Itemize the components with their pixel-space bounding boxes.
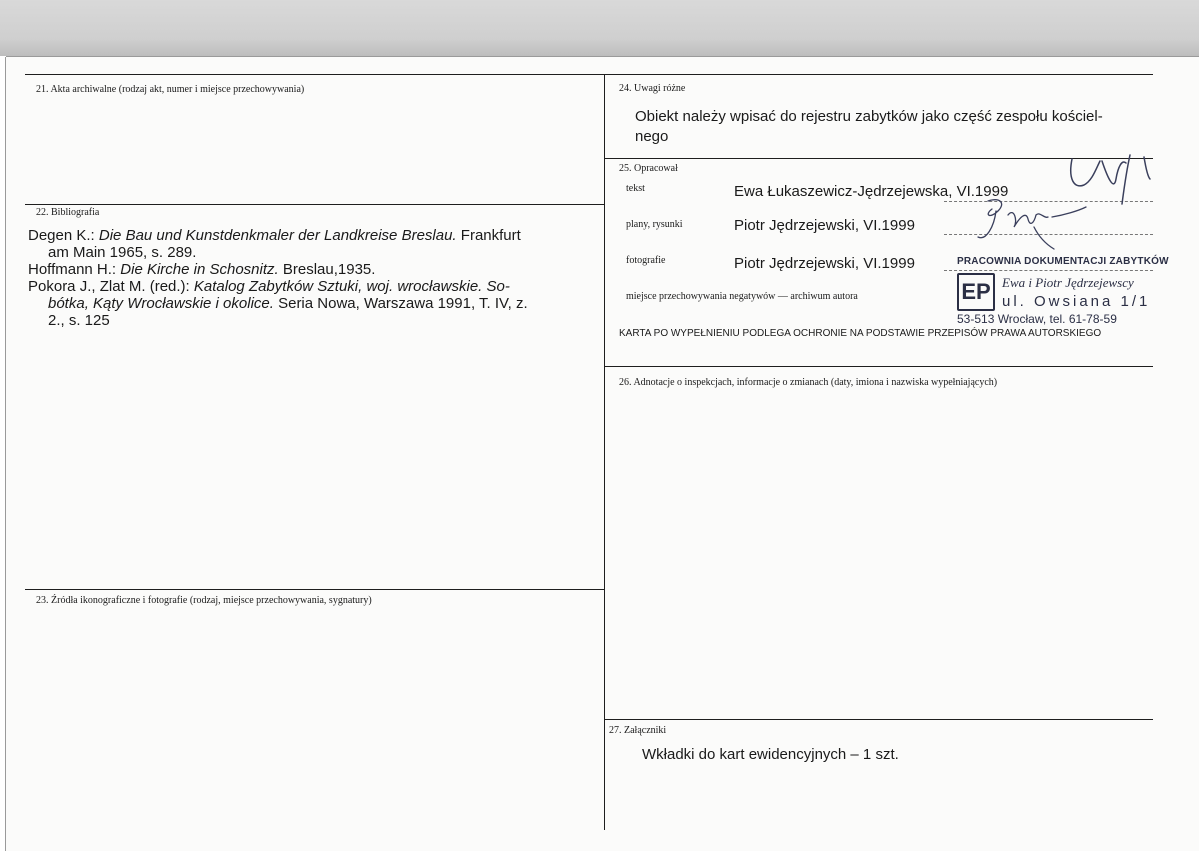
copyright-notice: KARTA PO WYPEŁNIENIU PODLEGA OCHRONIE NA PODSTAWIE PRZEPISÓW PRAWA AUTORSKIEGO xyxy=(619,328,1102,339)
entry-title: Die Bau und Kunstdenkmaler der Landkreise Breslau. xyxy=(98,227,457,244)
bibliography-entry xyxy=(28,227,598,244)
negatives-location: miejsce przechowywania negatywów — archiwum autora xyxy=(626,291,858,302)
section-21-label: 21. Akta archiwalne (rodzaj akt, numer i miejsce przechowywania) xyxy=(36,84,305,95)
bibliography-entry xyxy=(28,278,598,295)
stamp-logo-text: EP xyxy=(961,279,991,304)
bibliography-list xyxy=(28,227,598,329)
section-23-label: 23. Źródła ikonograficzne i fotografie (rodzaj, miejsce przechowywania, sygnatury) xyxy=(36,595,372,606)
remarks-line: nego xyxy=(635,128,669,145)
scanner-top-strip xyxy=(0,0,1199,56)
section-24-label: 24. Uwagi różne xyxy=(619,83,686,94)
row-label-fotografie: fotografie xyxy=(626,255,666,266)
attachments-text: Wkładki do kart ewidencyjnych – 1 szt. xyxy=(642,746,899,763)
row-label-plany: plany, rysunki xyxy=(626,219,683,230)
row-value-fotografie: Piotr Jędrzejewski, VI.1999 xyxy=(734,255,915,272)
divider-25-26 xyxy=(604,366,1153,367)
stamp-street: ul. Owsiana 1/1 xyxy=(1002,293,1151,310)
entry-author: Degen K.: xyxy=(28,227,95,244)
divider-26-27 xyxy=(604,719,1153,720)
top-border xyxy=(25,74,1153,75)
divider-22-23 xyxy=(25,589,604,590)
dotted-line xyxy=(944,270,1153,271)
entry-publication: Seria Nowa, Warszawa 1991, T. IV, z. xyxy=(278,295,528,312)
record-card-sheet xyxy=(6,57,1199,851)
stamp-logo xyxy=(957,273,995,311)
entry-title: bótka, Kąty Wrocławskie i okolice. xyxy=(48,295,274,312)
row-value-tekst: Ewa Łukaszewicz-Jędrzejewska, VI.1999 xyxy=(734,183,1009,200)
remarks-line: Obiekt należy wpisać do rejestru zabytków jako część zespołu kościel- xyxy=(635,108,1103,125)
entry-title: Katalog Zabytków Sztuki, woj. wrocławskie. So- xyxy=(193,278,510,295)
section-25-label: 25. Opracował xyxy=(619,163,678,174)
bibliography-entry-continuation: 2., s. 125 xyxy=(48,312,110,329)
stamp-city: 53-513 Wrocław, tel. 61-78-59 xyxy=(957,312,1117,326)
row-value-plany: Piotr Jędrzejewski, VI.1999 xyxy=(734,217,915,234)
stamp-names: Ewa i Piotr Jędrzejewscy xyxy=(1002,275,1134,290)
bibliography-entry-continuation xyxy=(28,295,598,312)
section-22-label: 22. Bibliografia xyxy=(36,207,100,218)
entry-title: Die Kirche in Schosnitz. xyxy=(120,261,279,278)
entry-publication: Breslau,1935. xyxy=(282,261,376,278)
stamp-header: PRACOWNIA DOKUMENTACJI ZABYTKÓW xyxy=(957,256,1169,267)
vertical-divider xyxy=(604,74,605,830)
row-label-tekst: tekst xyxy=(626,183,645,194)
entry-publication: Frankfurt xyxy=(460,227,521,244)
entry-author: Pokora J., Zlat M. (red.): xyxy=(28,278,190,295)
section-26-label: 26. Adnotacje o inspekcjach, informacje o zmianach (daty, imiona i nazwiska wypełniających) xyxy=(619,377,998,388)
signature-scribble xyxy=(974,197,1094,257)
section-27-label: 27. Załączniki xyxy=(609,725,667,736)
bibliography-entry xyxy=(28,261,598,278)
entry-author: Hoffmann H.: xyxy=(28,261,117,278)
bibliography-entry-continuation: am Main 1965, s. 289. xyxy=(48,244,197,261)
divider-21-22 xyxy=(25,204,604,205)
remarks-text xyxy=(635,107,1145,147)
